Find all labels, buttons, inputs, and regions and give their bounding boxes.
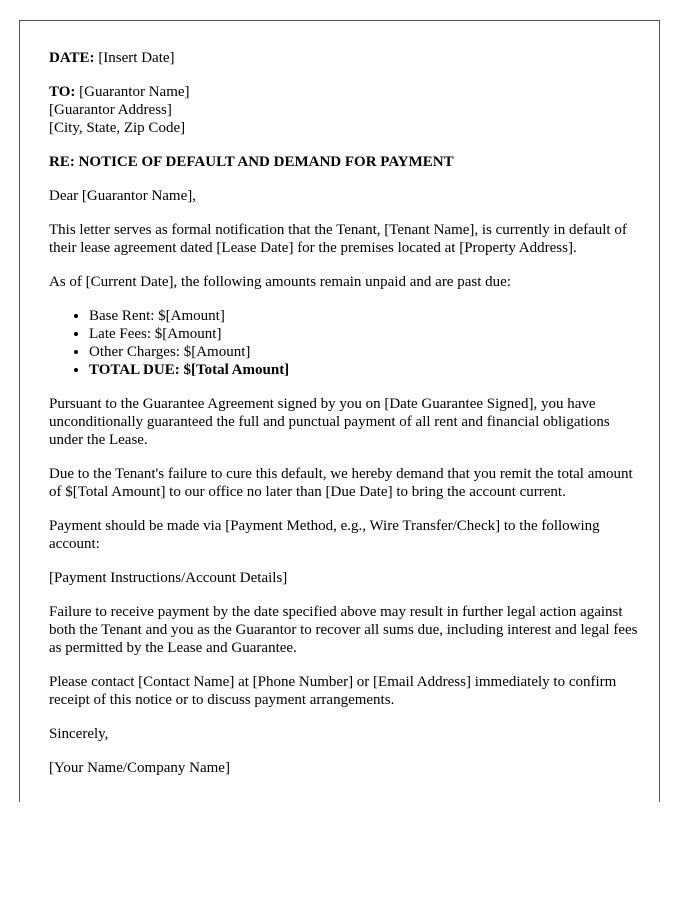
paragraph-guarantee: Pursuant to the Guarantee Agreement signed by you on [Date Guarantee Signed], you have unconditionally guaranteed the full and punctual payment of all rent and financial obligations under the Lease.: [49, 396, 610, 448]
paragraph-legal-action: Failure to receive payment by the date specified above may result in further legal action against both the Tenant and you as the Guarantor to recover all sums due, including interest and legal fees as permitted by the Lease and Guarantee.: [49, 604, 638, 656]
date-label: DATE:: [49, 50, 95, 66]
recipient-city: [City, State, Zip Code]: [49, 120, 186, 136]
charge-total-due: • TOTAL DUE: $[Total Amount]: [89, 361, 639, 379]
paragraph-contact: Please contact [Contact Name] at [Phone Number] or [Email Address] immediately to confirm receipt of this notice or to discuss payment arrangements.: [49, 674, 617, 708]
paragraph-default-notice: This letter serves as formal notification that the Tenant, [Tenant Name], is currently in default of their lease agreement dated [Lease Date] for the premises located at [Property Address].: [49, 222, 627, 256]
charges-list: [49, 307, 639, 379]
letter-body: [49, 49, 639, 793]
date-line: [49, 49, 639, 67]
recipient-address: [Guarantor Address]: [49, 102, 172, 118]
paragraph-payment-instructions: [Payment Instructions/Account Details]: [49, 570, 288, 586]
signature: [Your Name/Company Name]: [49, 760, 230, 776]
closing: Sincerely,: [49, 726, 109, 742]
recipient-block: [49, 83, 639, 137]
salutation: Dear [Guarantor Name],: [49, 188, 197, 204]
letter-page: [19, 20, 660, 802]
recipient-name: [Guarantor Name]: [79, 84, 190, 100]
charge-other: • Other Charges: $[Amount]: [89, 343, 639, 361]
subject-line: RE: NOTICE OF DEFAULT AND DEMAND FOR PAYMENT: [49, 154, 454, 170]
recipient-name-line: [49, 83, 639, 101]
charge-late-fees: • Late Fees: $[Amount]: [89, 325, 639, 343]
paragraph-demand: Due to the Tenant's failure to cure this default, we hereby demand that you remit the total amount of $[Total Amount] to our office no later than [Due Date] to bring the account current.: [49, 466, 633, 500]
to-label: TO:: [49, 84, 76, 100]
paragraph-amounts-intro: As of [Current Date], the following amounts remain unpaid and are past due:: [49, 274, 511, 290]
charge-base-rent: • Base Rent: $[Amount]: [89, 307, 639, 325]
date-value: [Insert Date]: [98, 50, 175, 66]
paragraph-payment-method: Payment should be made via [Payment Method, e.g., Wire Transfer/Check] to the following account:: [49, 518, 600, 552]
